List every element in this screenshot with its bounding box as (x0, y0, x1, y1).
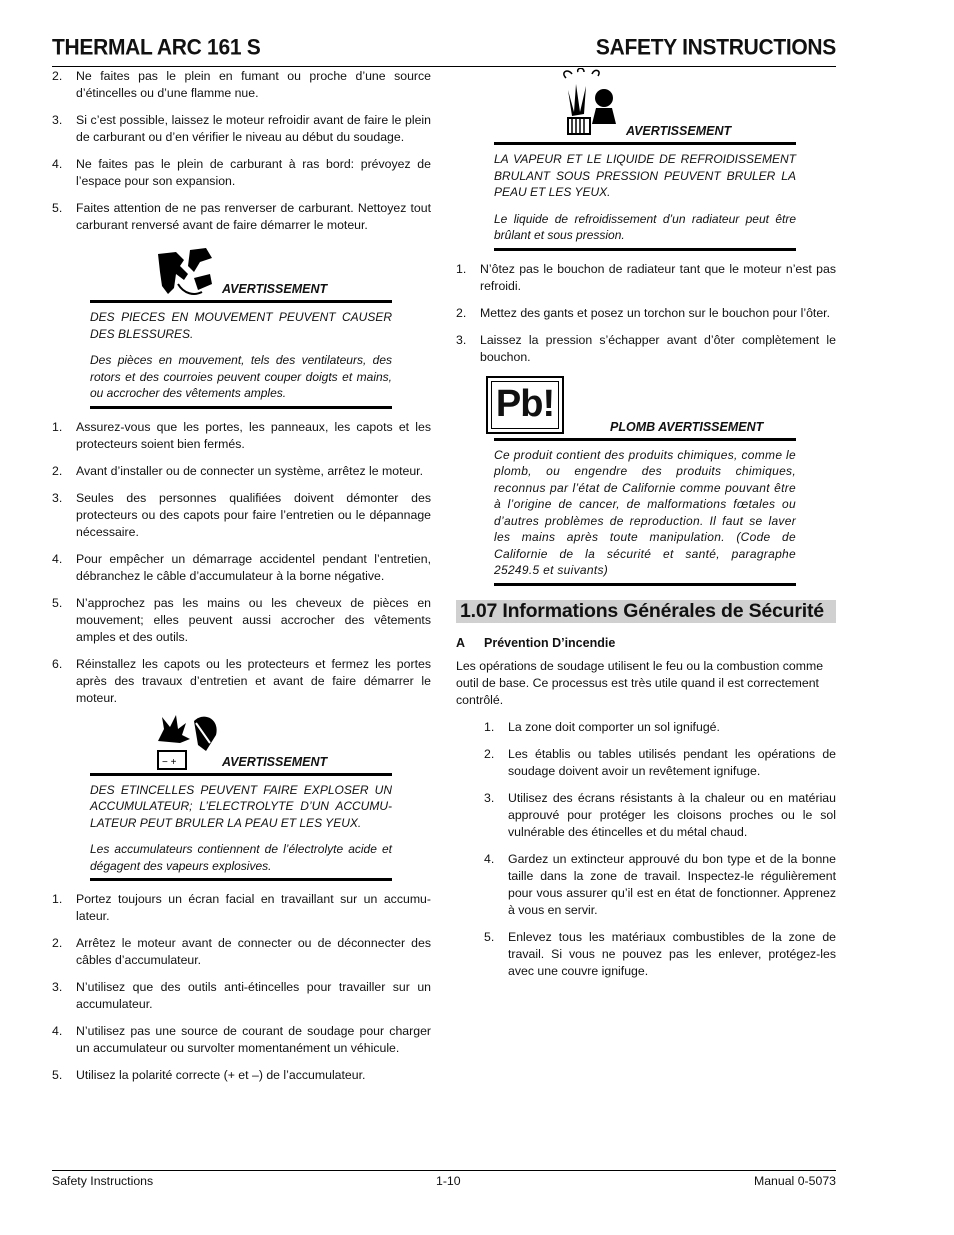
list-item (484, 719, 836, 736)
item-text: N’ôtez pas le bouchon de radiateur tant que le moteur n’est pas refroidi. (480, 261, 836, 293)
left-column (52, 68, 431, 1094)
list-item (456, 332, 836, 366)
item-text: La zone doit comporter un sol ignifugé. (508, 719, 720, 734)
list-item (484, 746, 836, 780)
item-number: 4. (52, 551, 63, 566)
list-item (52, 156, 431, 190)
item-text: Assurez-vous que les portes, les panneaux, les capots et les protecteurs soient bien fermés. (76, 419, 431, 451)
item-text: Portez toujours un écran facial en travaillant sur un accumu-lateur. (76, 892, 431, 923)
warning-body: Ce produit contient des produits chimiques, comme le plomb, ou engendre des produits chimiques, reconnus par l’état de Californie comme pouvant être à l’origine de cancer, de malformations fœtales ou d’autres problèmes de reproduction. Il faut se laver les mains après toute manipulation. (Code de Californie de la sécurité et santé, paragraphe 25249.5 et suivants) (494, 447, 796, 577)
warning-title: AVERTISSEMENT (626, 124, 732, 138)
page-number: 1-10 (436, 1174, 461, 1188)
item-number: 2. (484, 746, 495, 761)
item-number: 1. (456, 261, 467, 276)
item-number: 3. (52, 490, 63, 505)
list-item (52, 1023, 431, 1057)
item-text: Laissez la pression s’échapper avant d’ôter complètement le bouchon. (480, 332, 836, 364)
list-item (484, 851, 836, 919)
item-text: Enlevez tous les matériaux combustibles de la zone de travail. Si vous ne pouvez pas les enlever, protégez-les avec une couvre ignifuge. (508, 929, 836, 978)
item-text: Utilisez la polarité correcte (+ et –) de l’accumulateur. (76, 1068, 366, 1082)
warning-title: AVERTISSEMENT (222, 754, 328, 769)
list-item (52, 935, 431, 969)
warning-title: AVERTISSEMENT (222, 282, 328, 296)
item-number: 5. (52, 595, 63, 610)
lead-icon-text: Pb! (491, 381, 559, 429)
item-number: 1. (52, 892, 63, 906)
list-item (52, 595, 431, 646)
list-item (484, 790, 836, 841)
manual-number: Manual 0-5073 (753, 1174, 836, 1188)
list-item (52, 112, 431, 146)
moving-parts-hand-icon (154, 244, 216, 300)
item-number: 5. (484, 929, 495, 944)
item-number: 2. (52, 463, 63, 478)
coolant-warning (494, 68, 796, 251)
item-text: Réinstallez les capots ou les protecteurs et fermez les portes après des travaux d’entretien et avant de faire démarrer le moteur. (76, 656, 431, 705)
item-number: 5. (52, 1068, 63, 1082)
page-header (52, 36, 836, 67)
item-text: Arrêtez le moteur avant de connecter ou de déconnecter des câbles d’accumulateur. (76, 936, 431, 967)
item-number: 1. (52, 419, 63, 434)
list-item (52, 419, 431, 453)
item-text: N’utilisez que des outils anti-étincelles pour travailler sur un accumulateur. (76, 980, 431, 1011)
page-footer (52, 1170, 836, 1188)
moving-parts-list (52, 419, 431, 707)
list-item (52, 656, 431, 707)
item-text: Ne faites pas le plein en fumant ou proche d’une source d’étincelles ou d’une flamme nue. (76, 69, 431, 100)
item-text: Faites attention de ne pas renverser de carburant. Nettoyez tout carburant renversé avant de faire démarrer le moteur. (76, 201, 431, 232)
item-number: 3. (456, 332, 467, 347)
item-text: Les établis ou tables utilisés pendant les opérations de soudage doivent avoir un revêtement ignifuge. (508, 746, 836, 778)
document-title: THERMAL ARC 161 S (52, 35, 261, 60)
warning-heading: DES ETINCELLES PEUVENT FAIRE EXPLOSER UN ACCUMULATEUR; L’ELECTROLYTE D’UN ACCUMU-LATEUR PEUT BRULER LA PEAU ET LES YEUX. (90, 782, 392, 830)
item-text: Utilisez des écrans résistants à la chaleur ou en matériau approuvé pour protéger les cloisons proches ou le sol vulnérable des étincelles et du métal chaud. (508, 790, 836, 839)
item-text: N’approchez pas les mains ou les cheveux de pièces en mouvement; elles peuvent aussi accrocher des vêtements amples et des outils. (76, 595, 431, 644)
list-item (52, 551, 431, 585)
lead-warning (494, 376, 796, 586)
item-number: 5. (52, 201, 63, 215)
subsection-title: Prévention D’incendie (484, 635, 616, 650)
item-text: Ne faites pas le plein de carburant à ras bord: prévoyez de l’espace pour son expansion. (76, 157, 431, 188)
item-text: Avant d’installer ou de connecter un système, arrêtez le moteur. (76, 463, 424, 478)
right-column (456, 68, 836, 990)
warning-title: PLOMB AVERTISSEMENT (610, 419, 764, 434)
lead-warning-icon (486, 376, 564, 434)
battery-explosion-icon (154, 711, 220, 773)
moving-parts-warning (90, 244, 392, 409)
list-item (52, 463, 431, 480)
subsection-heading (456, 635, 836, 652)
battery-warning (90, 717, 392, 882)
warning-heading: LA VAPEUR ET LE LIQUIDE DE REFROIDISSEMENT BRULANT SOUS PRESSION PEUVENT BRULER LA PEAU ET LES YEUX. (494, 152, 796, 199)
warning-body: Des pièces en mouvement, tels des ventilateurs, des rotors et des courroies peuvent couper doigts et mains, ou accrocher des vêtements amples. (90, 353, 392, 400)
subsection-letter: A (456, 635, 466, 650)
warning-body: Les accumulateurs contiennent de l’électrolyte acide et dégagent des vapeurs explosives. (90, 842, 392, 873)
battery-list (52, 891, 431, 1084)
item-text: N’utilisez pas une source de courant de soudage pour charger un accumulateur ou survolter momentanément un véhicule. (76, 1024, 431, 1055)
warning-body: Le liquide de refroidissement d’un radiateur peut être brûlant et sous pression. (494, 211, 796, 242)
item-number: 3. (484, 790, 495, 805)
list-item (52, 979, 431, 1013)
list-item (52, 68, 431, 102)
section-heading: 1.07 Informations Générales de Sécurité (456, 600, 836, 623)
list-item (52, 490, 431, 541)
list-item (456, 261, 836, 295)
item-number: 1. (484, 719, 495, 734)
warning-heading: DES PIECES EN MOUVEMENT PEUVENT CAUSER DES BLESSURES. (90, 310, 392, 341)
item-number: 2. (52, 69, 63, 83)
item-text: Seules des personnes qualifiées doivent démonter des protecteurs ou des capots pour faire l’entretien ou le dépannage nécessaire. (76, 490, 431, 539)
radiator-list (456, 261, 836, 366)
list-item (52, 891, 431, 925)
svg-text:− +: − + (162, 756, 177, 768)
item-number: 2. (52, 936, 63, 950)
item-number: 4. (484, 851, 495, 866)
item-number: 4. (52, 157, 63, 171)
list-item (456, 305, 836, 322)
intro-paragraph: Les opérations de soudage utilisent le feu ou la combustion comme outil de base. Ce processus est très utile quand il est correctement contrôlé. (456, 658, 824, 707)
item-number: 2. (456, 305, 467, 320)
list-item (52, 1067, 431, 1084)
footer-section: Safety Instructions (52, 1174, 154, 1188)
item-text: Gardez un extincteur approuvé du bon type et de la bonne taille dans la zone de travail. Inspectez-le régulièrement pour vous assurer qu’il est en état de fonctionner. Apprenez à vous en servir. (508, 851, 836, 917)
item-number: 4. (52, 1024, 63, 1038)
item-text: Si c’est possible, laissez le moteur refroidir avant de faire le plein de carburant ou d’en vérifier le niveau au début du soudage. (76, 113, 431, 144)
item-number: 3. (52, 113, 63, 127)
item-text: Mettez des gants et posez un torchon sur le bouchon pour l’ôter. (480, 305, 830, 320)
item-text: Pour empêcher un démarrage accidentel pendant l’entretien, débranchez le câble d’accumulateur à la borne négative. (76, 551, 431, 583)
refuel-list (52, 68, 431, 234)
fire-prevention-list (456, 719, 836, 980)
list-item (484, 929, 836, 980)
steam-radiator-icon (552, 68, 624, 140)
section-header-title: SAFETY INSTRUCTIONS (595, 35, 836, 60)
list-item (52, 200, 431, 234)
item-number: 3. (52, 980, 63, 994)
item-number: 6. (52, 656, 63, 671)
